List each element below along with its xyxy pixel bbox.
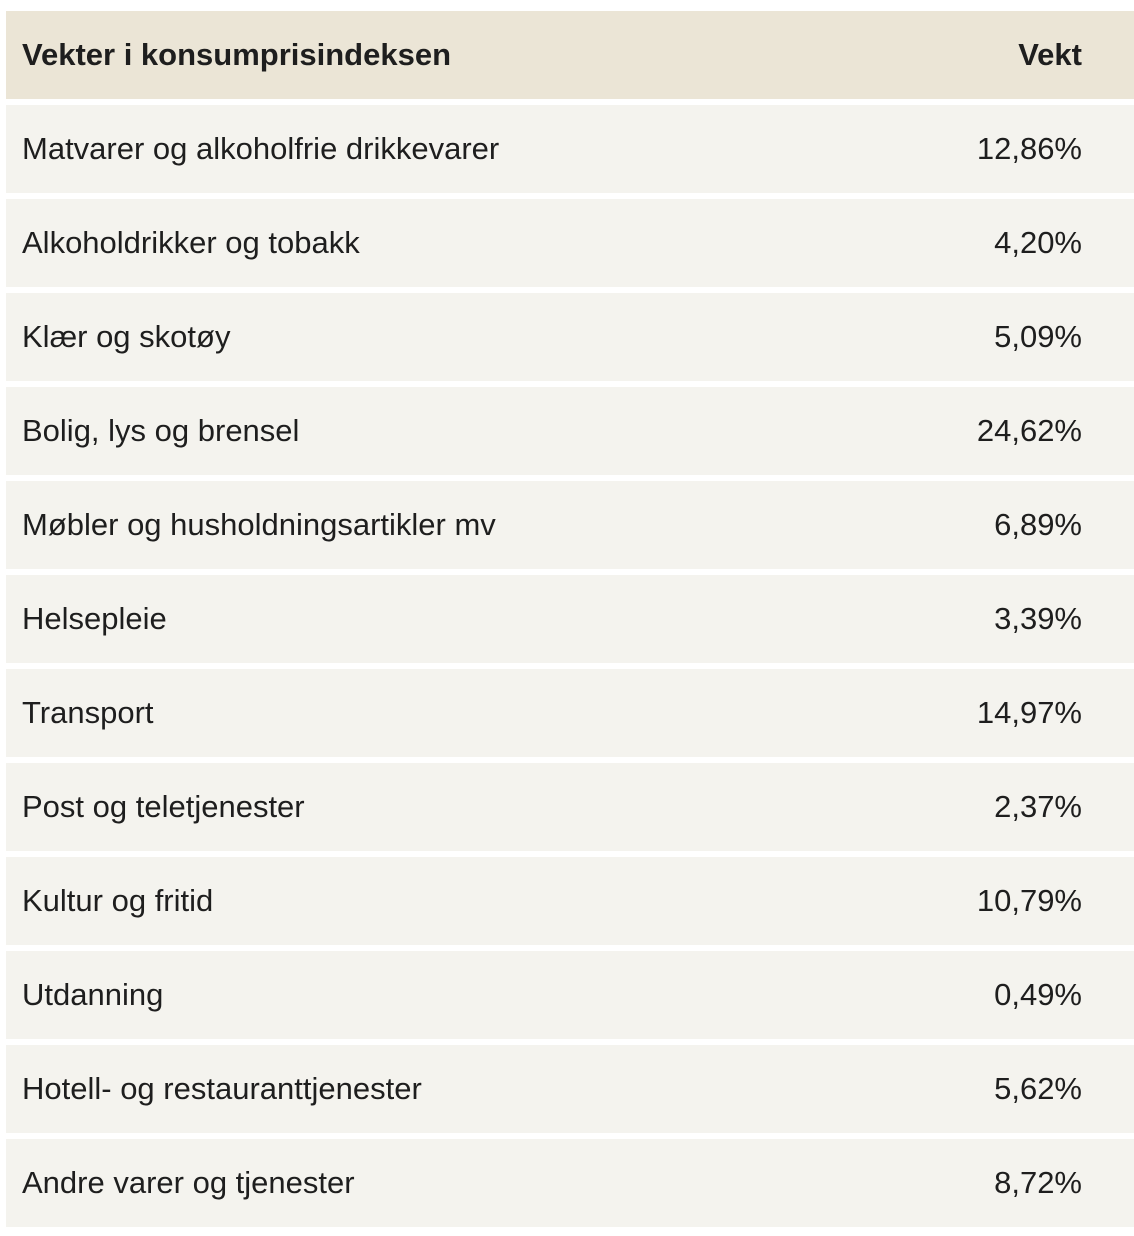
table-row [6,575,1134,663]
header-category: Vekter i konsumprisindeksen [22,37,452,72]
row-label: Matvarer og alkoholfrie drikkevarer [22,131,500,166]
table-row [6,105,1134,193]
table-row [6,387,1134,475]
row-value: 2,37% [994,789,1082,824]
table-row [6,199,1134,287]
table-row [6,293,1134,381]
row-label: Alkoholdrikker og tobakk [22,225,360,260]
row-value: 3,39% [994,601,1082,636]
table-header-row [6,11,1134,99]
row-label: Hotell- og restauranttjenester [22,1071,422,1106]
row-value: 0,49% [994,977,1082,1012]
row-label: Andre varer og tjenester [22,1165,355,1200]
row-value: 6,89% [994,507,1082,542]
row-label: Utdanning [22,977,164,1012]
row-label: Helsepleie [22,601,167,636]
table-row [6,1045,1134,1133]
row-label: Kultur og fritid [22,883,214,918]
table-row [6,857,1134,945]
row-label: Møbler og husholdningsartikler mv [22,507,496,542]
table-row [6,951,1134,1039]
row-value: 24,62% [976,413,1082,448]
row-label: Post og teletjenester [22,789,305,824]
row-value: 8,72% [994,1165,1082,1200]
header-weight: Vekt [1018,37,1082,72]
row-value: 10,79% [976,883,1082,918]
table-row [6,481,1134,569]
row-value: 5,62% [994,1071,1082,1106]
row-label: Klær og skotøy [22,319,231,354]
table-row [6,669,1134,757]
table-row [6,1139,1134,1227]
row-label: Bolig, lys og brensel [22,413,300,448]
table-row [6,763,1134,851]
row-value: 14,97% [976,695,1082,730]
row-value: 4,20% [994,225,1082,260]
row-value: 5,09% [994,319,1082,354]
row-value: 12,86% [976,131,1082,166]
row-label: Transport [22,695,154,730]
weights-table [6,11,1134,1233]
